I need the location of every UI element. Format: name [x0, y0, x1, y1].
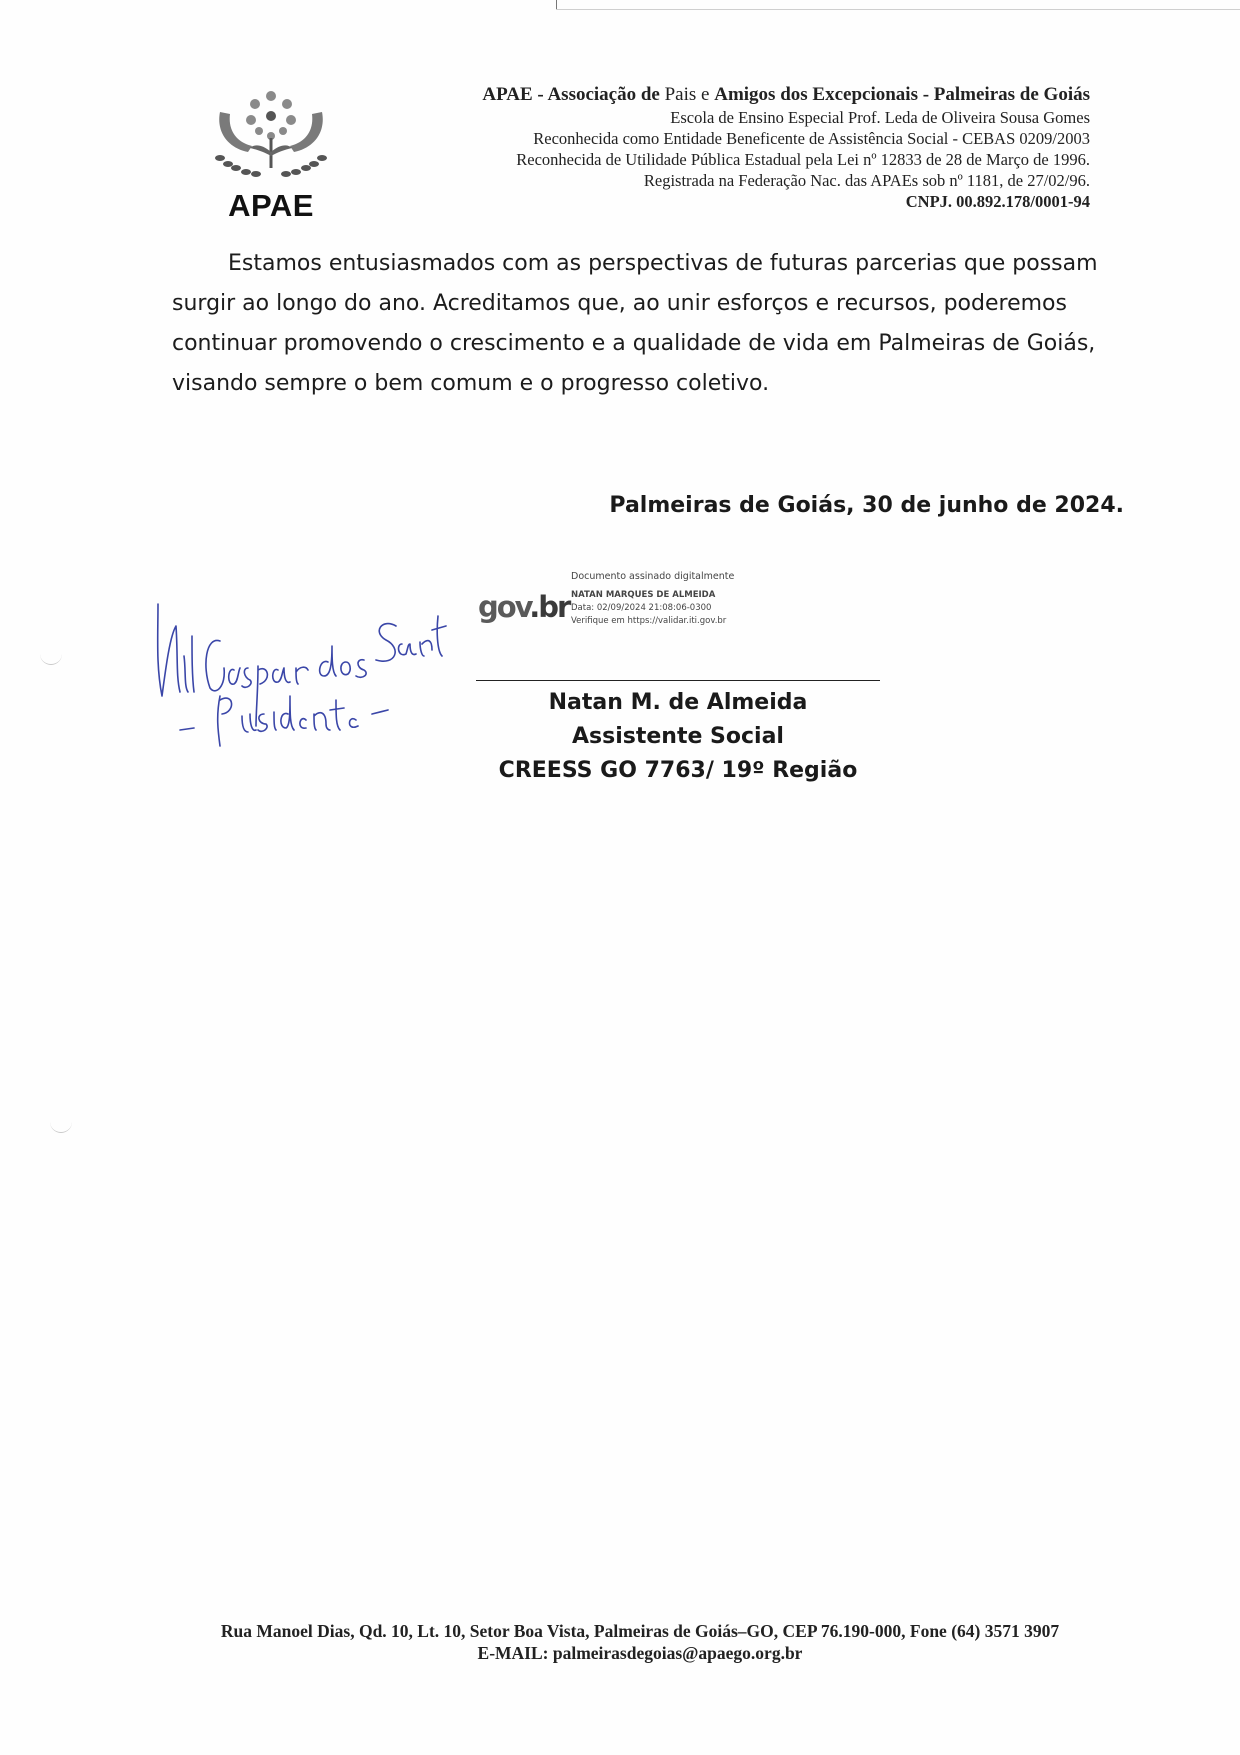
organization-name [340, 83, 1090, 107]
apae-logo [206, 82, 336, 222]
letterhead-line: Reconhecida de Utilidade Pública Estadual pela Lei nº 12833 de 28 de Março de 1996. [516, 150, 1090, 169]
paragraph-line: Estamos entusiasmados com as perspectivas de futuras parcerias que possam [228, 251, 1098, 276]
signatory-role: Assistente Social [572, 724, 784, 749]
apae-emblem-icon [206, 82, 336, 186]
scan-speck [50, 1120, 72, 1133]
paragraph-line: surgir ao longo do ano. Acreditamos que, ao unir esforços e recursos, poderemos [172, 291, 1067, 316]
stamp-heading: Documento assinado digitalmente [571, 571, 735, 582]
paragraph-line: continuar promovendo o crescimento e a qualidade de vida em Palmeiras de Goiás, [172, 331, 1096, 356]
place-and-date: Palmeiras de Goiás, 30 de junho de 2024. [609, 493, 1124, 518]
footer-email: E-MAIL: palmeirasdegoias@apaego.org.br [477, 1643, 803, 1663]
footer [150, 1620, 1130, 1664]
letterhead-line: Reconhecida como Entidade Beneficente de Assistência Social - CEBAS 0209/2003 [533, 129, 1090, 148]
stamp-signer: NATAN MARQUES DE ALMEIDA [571, 590, 716, 600]
paragraph-line: visando sempre o bem comum e o progresso coletivo. [172, 371, 770, 396]
body-paragraph [172, 244, 1124, 404]
digital-signature-stamp [478, 570, 808, 640]
letterhead [340, 83, 1090, 212]
govbr-logo-br: .br [529, 590, 570, 624]
signature-line [476, 680, 880, 681]
stamp-date: Data: 02/09/2024 21:08:06-0300 [571, 603, 712, 613]
cnpj-number: CNPJ. 00.892.178/0001-94 [905, 192, 1090, 211]
handwritten-signature [150, 596, 450, 766]
logo-wordmark: APAE [228, 188, 314, 223]
org-name-part: Amigos dos Excepcionais - Palmeiras de Goiás [714, 84, 1090, 105]
stamp-verify: Verifique em https://validar.iti.gov.br [571, 616, 727, 626]
signatory-registry: CREESS GO 7763/ 19º Região [498, 758, 858, 783]
footer-address: Rua Manoel Dias, Qd. 10, Lt. 10, Setor Boa Vista, Palmeiras de Goiás–GO, CEP 76.190-000, Fone (64) 3571 3907 [220, 1621, 1060, 1641]
org-name-part: APAE - Associação de [482, 84, 660, 105]
govbr-logo-gov: gov [478, 590, 530, 624]
scan-edge-rule [556, 9, 1240, 10]
signatory-block [476, 686, 880, 788]
signature-scribble-icon [150, 596, 450, 766]
signatory-name: Natan M. de Almeida [548, 690, 808, 715]
letterhead-line: Escola de Ensino Especial Prof. Leda de Oliveira Sousa Gomes [670, 108, 1090, 127]
org-name-part: Pais e [659, 84, 715, 105]
scan-speck [40, 652, 62, 665]
stamp-details [571, 570, 734, 628]
letterhead-line: Registrada na Federação Nac. das APAEs sob nº 1181, de 27/02/96. [643, 171, 1090, 190]
govbr-logo [478, 590, 569, 624]
